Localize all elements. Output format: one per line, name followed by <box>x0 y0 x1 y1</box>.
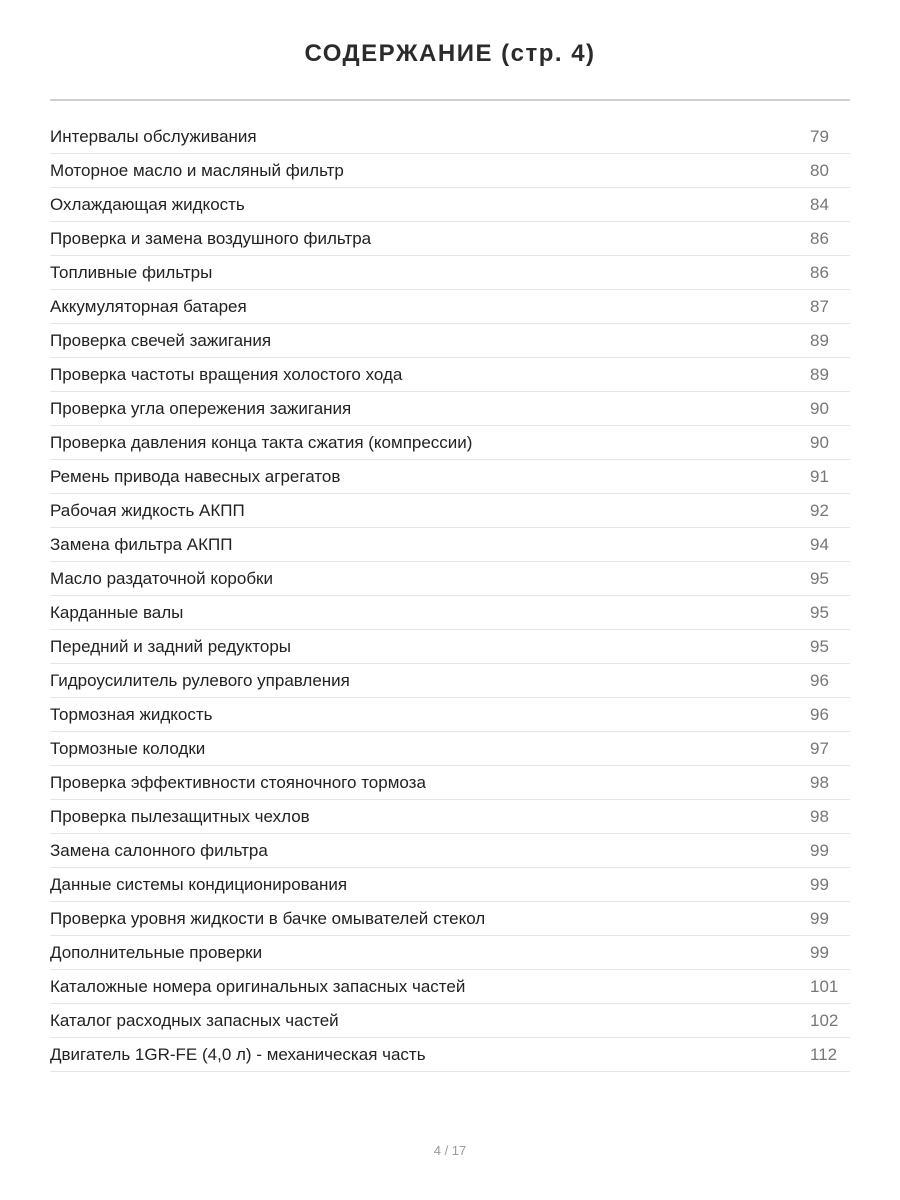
toc-entry-page-number: 89 <box>810 330 829 350</box>
toc-entry[interactable] <box>50 222 850 256</box>
toc-entry[interactable] <box>50 936 850 970</box>
toc-entry[interactable] <box>50 358 850 392</box>
toc-entry-title: Масло раздаточной коробки <box>50 568 273 588</box>
toc-entry[interactable] <box>50 290 850 324</box>
toc-entry-page-number: 90 <box>810 432 829 452</box>
toc-entry-page-number: 95 <box>810 568 829 588</box>
toc-entry-page-number: 80 <box>810 160 829 180</box>
toc-entry-page-number: 91 <box>810 466 829 486</box>
toc-entry-title: Проверка свечей зажигания <box>50 330 272 350</box>
toc-entry[interactable] <box>50 426 850 460</box>
toc-entry[interactable] <box>50 324 850 358</box>
toc-entry-title: Тормозная жидкость <box>50 704 213 724</box>
toc-entry[interactable] <box>50 528 850 562</box>
toc-entry-title: Интервалы обслуживания <box>50 126 257 146</box>
toc-entry-page-number: 95 <box>810 602 829 622</box>
toc-entry[interactable] <box>50 120 850 154</box>
toc-entry-title: Рабочая жидкость АКПП <box>50 500 245 520</box>
toc-entry[interactable] <box>50 902 850 936</box>
toc-entry-page-number: 99 <box>810 908 829 928</box>
toc-entry-title: Проверка и замена воздушного фильтра <box>50 228 372 248</box>
toc-entry-title: Каталожные номера оригинальных запасных частей <box>50 976 466 996</box>
toc-entry[interactable] <box>50 834 850 868</box>
toc-entry[interactable] <box>50 732 850 766</box>
toc-entry-page-number: 102 <box>810 1010 839 1030</box>
toc-entry-title: Замена салонного фильтра <box>50 840 268 860</box>
page-counter: 4 / 17 <box>433 1143 467 1158</box>
toc-entry-title: Тормозные колодки <box>50 738 206 758</box>
toc-entry[interactable] <box>50 460 850 494</box>
title-divider <box>50 99 850 101</box>
toc-entry-page-number: 101 <box>810 976 839 996</box>
toc-entry-title: Ремень привода навесных агрегатов <box>50 466 341 486</box>
toc-entry[interactable] <box>50 766 850 800</box>
toc-entry-title: Проверка пылезащитных чехлов <box>50 806 310 826</box>
toc-entry-title: Проверка давления конца такта сжатия (компрессии) <box>50 432 473 452</box>
toc-entry[interactable] <box>50 154 850 188</box>
toc-entry[interactable] <box>50 868 850 902</box>
toc-entry[interactable] <box>50 970 850 1004</box>
toc-entry-title: Двигатель 1GR-FE (4,0 л) - механическая часть <box>50 1044 426 1064</box>
toc-entry-page-number: 98 <box>810 772 829 792</box>
toc-entry-page-number: 92 <box>810 500 829 520</box>
toc-entry-page-number: 86 <box>810 228 829 248</box>
toc-entry-page-number: 90 <box>810 398 829 418</box>
toc-entry-page-number: 87 <box>810 296 829 316</box>
toc-entry-page-number: 96 <box>810 670 829 690</box>
toc-entry[interactable] <box>50 664 850 698</box>
toc-entry-title: Проверка частоты вращения холостого хода <box>50 364 403 384</box>
toc-entry-page-number: 89 <box>810 364 829 384</box>
toc-entry[interactable] <box>50 698 850 732</box>
toc-entry-title: Проверка эффективности стояночного тормоза <box>50 772 426 792</box>
toc-entry[interactable] <box>50 256 850 290</box>
toc-entry-title: Передний и задний редукторы <box>50 636 292 656</box>
toc-entry[interactable] <box>50 392 850 426</box>
table-of-contents <box>50 120 850 1072</box>
toc-entry-title: Карданные валы <box>50 602 184 622</box>
toc-entry-page-number: 97 <box>810 738 829 758</box>
toc-entry-title: Каталог расходных запасных частей <box>50 1010 339 1030</box>
toc-entry[interactable] <box>50 630 850 664</box>
toc-entry-title: Проверка уровня жидкости в бачке омывателей стекол <box>50 908 486 928</box>
toc-entry-title: Проверка угла опережения зажигания <box>50 398 352 418</box>
toc-entry-title: Дополнительные проверки <box>50 942 263 962</box>
toc-entry-page-number: 84 <box>810 194 829 214</box>
toc-entry-page-number: 79 <box>810 126 829 146</box>
toc-entry[interactable] <box>50 800 850 834</box>
toc-entry-page-number: 99 <box>810 840 829 860</box>
toc-entry-title: Моторное масло и масляный фильтр <box>50 160 344 180</box>
toc-entry-page-number: 95 <box>810 636 829 656</box>
toc-entry-title: Охлаждающая жидкость <box>50 194 245 214</box>
toc-entry[interactable] <box>50 188 850 222</box>
toc-entry[interactable] <box>50 494 850 528</box>
toc-entry-title: Аккумуляторная батарея <box>50 296 247 316</box>
toc-entry-page-number: 94 <box>810 534 829 554</box>
toc-entry[interactable] <box>50 562 850 596</box>
toc-entry-title: Данные системы кондиционирования <box>50 874 348 894</box>
toc-entry[interactable] <box>50 1038 850 1072</box>
toc-entry-page-number: 99 <box>810 942 829 962</box>
toc-entry-page-number: 96 <box>810 704 829 724</box>
toc-entry-title: Топливные фильтры <box>50 262 213 282</box>
toc-entry[interactable] <box>50 596 850 630</box>
toc-entry[interactable] <box>50 1004 850 1038</box>
toc-entry-page-number: 99 <box>810 874 829 894</box>
toc-entry-title: Гидроусилитель рулевого управления <box>50 670 350 690</box>
page-title: СОДЕРЖАНИЕ (стр. 4) <box>304 40 596 67</box>
toc-entry-page-number: 112 <box>810 1044 838 1064</box>
toc-entry-title: Замена фильтра АКПП <box>50 534 233 554</box>
toc-entry-page-number: 86 <box>810 262 829 282</box>
toc-entry-page-number: 98 <box>810 806 829 826</box>
